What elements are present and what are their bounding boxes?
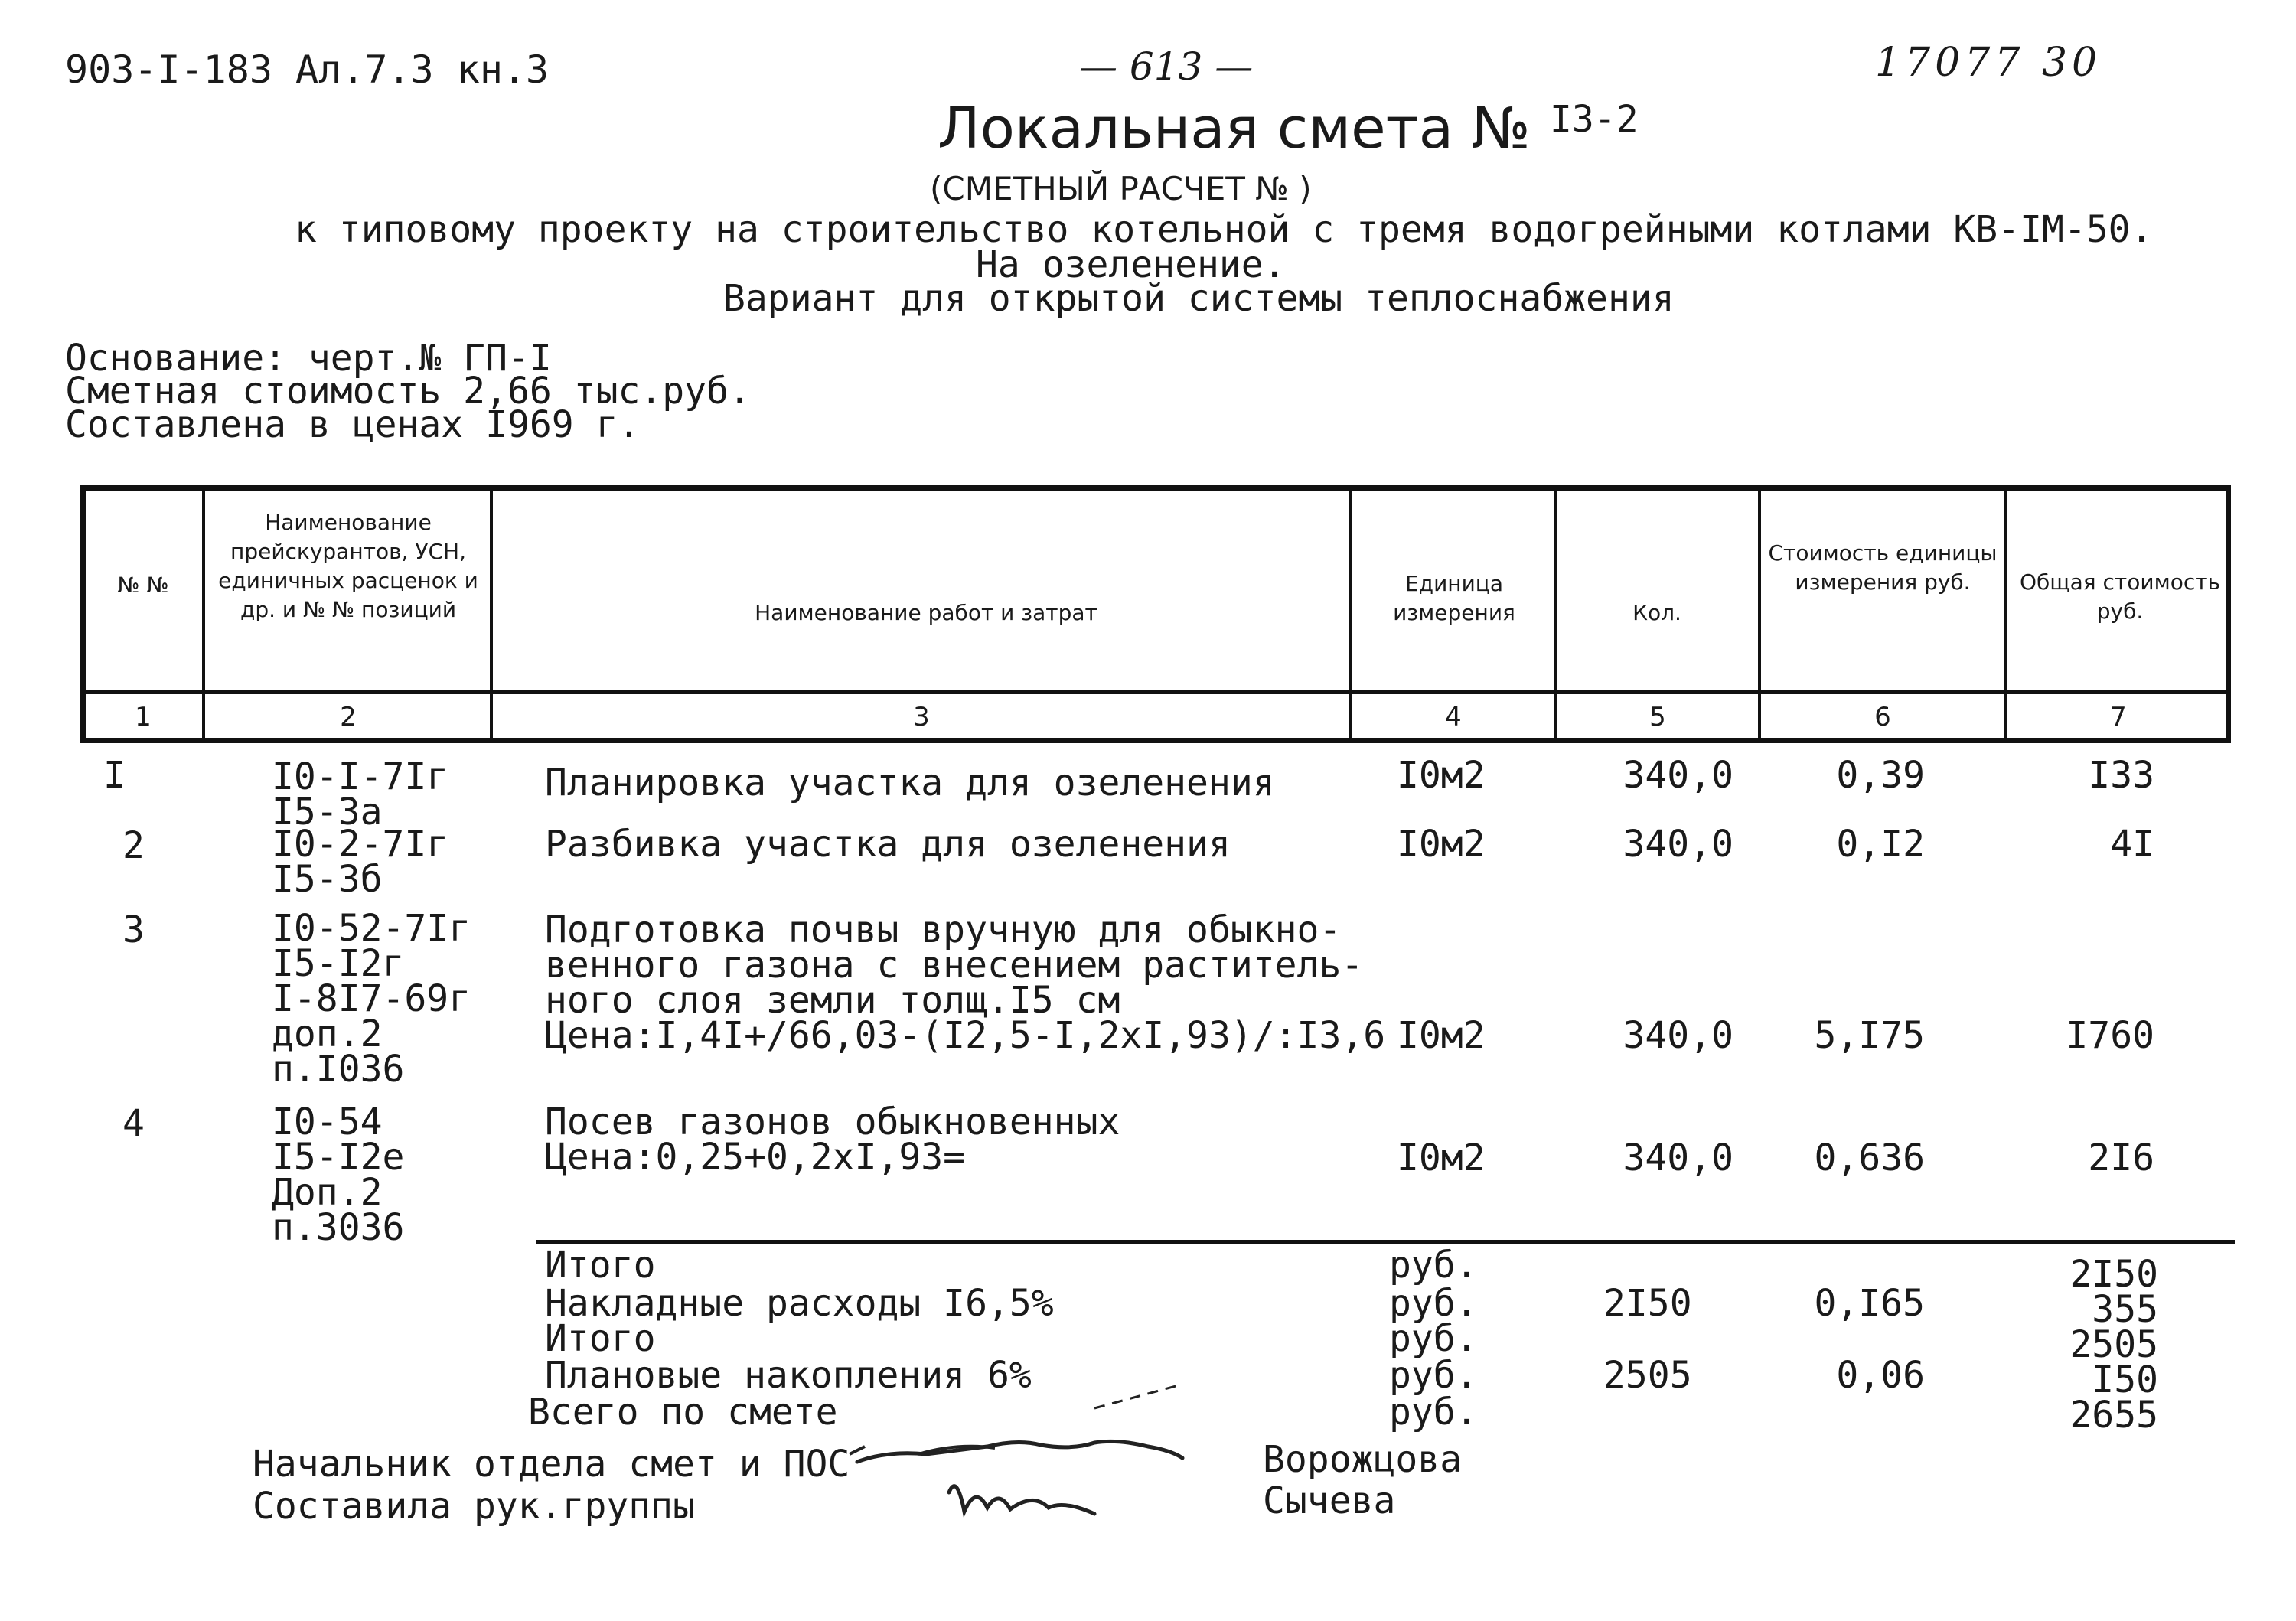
- column-header-codes: Наименование прейскурантов, УСН, единичных расценок и др. и № № позиций: [218, 510, 478, 622]
- row-codes: [272, 823, 449, 901]
- project-section: На озеленение.: [976, 243, 1286, 286]
- estimate-number: I3-2: [1550, 98, 1639, 141]
- summary-divider: [536, 1240, 2235, 1244]
- column-divider: [1349, 485, 1352, 743]
- code-line: Доп.2: [272, 1171, 383, 1214]
- column-number: 3: [913, 702, 930, 732]
- summary-total: 2505: [2069, 1323, 2158, 1366]
- code-line: доп.2: [272, 1013, 383, 1055]
- summary-unit: руб.: [1389, 1244, 1478, 1287]
- handwritten-signature-icon: [842, 1378, 1209, 1531]
- column-header-unit: Единица измерения: [1393, 571, 1515, 625]
- estimated-cost: Сметная стоимость 2,66 тыс.руб.: [65, 370, 751, 413]
- price-year: Составлена в ценах I969 г.: [65, 403, 641, 446]
- work-line: ного слоя земли толщ.I5 см: [545, 979, 1120, 1022]
- column-number: 2: [340, 702, 357, 732]
- summary-label: Итого: [545, 1244, 656, 1287]
- row-total: 2I6: [2088, 1137, 2154, 1179]
- row-total: I760: [2066, 1014, 2154, 1057]
- document-title: Локальная смета №: [938, 96, 1531, 161]
- row-number: 2: [122, 824, 145, 867]
- row-total: I33: [2088, 754, 2154, 797]
- work-line: Цена:I,4I+/66,03-(I2,5-I,2хI,93)/:I3,6: [545, 1014, 1386, 1057]
- work-line: Цена:0,25+0,2хI,93=: [545, 1136, 966, 1179]
- row-unit-cost: 0,636: [1814, 1137, 1925, 1179]
- code-line: I0-I-7Iг: [272, 755, 449, 798]
- signature-role: Составила рук.группы: [253, 1485, 695, 1528]
- project-variant: Вариант для открытой системы теплоснабжения: [723, 277, 1675, 320]
- summary-rate: 0,I65: [1814, 1282, 1925, 1325]
- row-qty: 340,0: [1623, 754, 1733, 797]
- column-number: 7: [2110, 702, 2127, 732]
- row-unit-cost: 5,I75: [1814, 1014, 1925, 1057]
- column-header-total: Общая стоимость руб.: [2019, 569, 2221, 624]
- row-codes: [272, 907, 471, 1091]
- column-number: 6: [1874, 702, 1891, 732]
- summary-unit: руб.: [1389, 1391, 1478, 1433]
- code-line: I5-I2е: [272, 1136, 405, 1179]
- code-line: I5-3а: [272, 791, 383, 833]
- summary-label: Итого: [545, 1317, 656, 1360]
- archive-number: 17077 30: [1875, 40, 2102, 86]
- project-description: к типовому проекту на строительство котельной с тремя водогрейными котлами КВ-IМ-50.: [295, 208, 2153, 251]
- row-work: Разбивка участка для озеленения: [545, 823, 1231, 866]
- row-number: I: [103, 754, 126, 797]
- summary-unit: руб.: [1389, 1282, 1478, 1325]
- summary-unit: руб.: [1389, 1354, 1478, 1397]
- column-number: 4: [1445, 702, 1462, 732]
- row-unit: I0м2: [1397, 1014, 1486, 1057]
- column-divider: [1554, 485, 1557, 743]
- row-work: Планировка участка для озеленения: [545, 762, 1275, 804]
- summary-total: 2655: [2069, 1394, 2158, 1437]
- page-number: — 613 —: [1079, 44, 1254, 89]
- row-qty: 340,0: [1623, 1137, 1733, 1179]
- summary-label: Всего по смете: [528, 1391, 838, 1433]
- row-work: [545, 1101, 1120, 1179]
- summary-total: 355: [2092, 1288, 2158, 1331]
- code-line: п.I036: [272, 1048, 405, 1091]
- row-unit-cost: 0,I2: [1836, 823, 1925, 866]
- summary-base: 2505: [1603, 1354, 1692, 1397]
- row-unit: I0м2: [1397, 823, 1486, 866]
- column-header-num: № №: [117, 572, 169, 598]
- column-divider: [1758, 485, 1761, 743]
- column-divider: [202, 485, 205, 743]
- code-line: I0-54: [272, 1101, 383, 1143]
- column-number: 1: [135, 702, 152, 732]
- summary-total: 2I50: [2069, 1253, 2158, 1296]
- row-codes: [272, 755, 449, 833]
- summary-rate: 0,06: [1836, 1354, 1925, 1397]
- summary-unit: руб.: [1389, 1317, 1478, 1360]
- code-line: I0-52-7Iг: [272, 907, 471, 950]
- column-divider: [2004, 485, 2007, 743]
- row-codes: [272, 1101, 405, 1249]
- row-unit: I0м2: [1397, 1137, 1486, 1179]
- signature-name: Ворожцова: [1263, 1438, 1463, 1481]
- row-total: 4I: [2110, 823, 2154, 866]
- summary-total: I50: [2092, 1358, 2158, 1401]
- header-divider: [80, 690, 2231, 694]
- document-subtitle: (СМЕТНЫЙ РАСЧЕТ № ): [930, 170, 1312, 207]
- work-line: Посев газонов обыкновенных: [545, 1101, 1120, 1143]
- work-line: венного газона с внесением раститель-: [545, 944, 1364, 987]
- summary-label: Плановые накопления 6%: [545, 1354, 1032, 1397]
- document-code: 903-I-183 Ал.7.3 кн.3: [65, 47, 550, 92]
- row-unit: I0м2: [1397, 754, 1486, 797]
- code-line: I-8I7-69г: [272, 977, 471, 1020]
- row-qty: 340,0: [1623, 823, 1733, 866]
- signature-role: Начальник отдела смет и ПОС: [253, 1443, 850, 1486]
- summary-base: 2I50: [1603, 1282, 1692, 1325]
- row-number: 3: [122, 908, 145, 951]
- code-line: I5-I2г: [272, 942, 405, 985]
- column-header-qty: Кол.: [1632, 600, 1681, 625]
- column-number: 5: [1649, 702, 1666, 732]
- row-unit-cost: 0,39: [1836, 754, 1925, 797]
- column-divider: [490, 485, 493, 743]
- row-work: [545, 908, 1386, 1057]
- code-line: I5-3б: [272, 858, 383, 901]
- row-qty: 340,0: [1623, 1014, 1733, 1057]
- signature-name: Сычева: [1263, 1479, 1396, 1522]
- row-number: 4: [122, 1102, 145, 1145]
- column-header-work: Наименование работ и затрат: [755, 600, 1097, 625]
- estimate-basis: Основание: черт.№ ГП-I: [65, 337, 552, 380]
- code-line: I0-2-7Iг: [272, 823, 449, 866]
- column-header-unit-cost: Стоимость единицы измерения руб.: [1768, 540, 1998, 595]
- code-line: п.3036: [272, 1206, 405, 1249]
- work-line: Подготовка почвы вручную для обыкно-: [545, 908, 1342, 951]
- summary-label: Накладные расходы I6,5%: [545, 1282, 1054, 1325]
